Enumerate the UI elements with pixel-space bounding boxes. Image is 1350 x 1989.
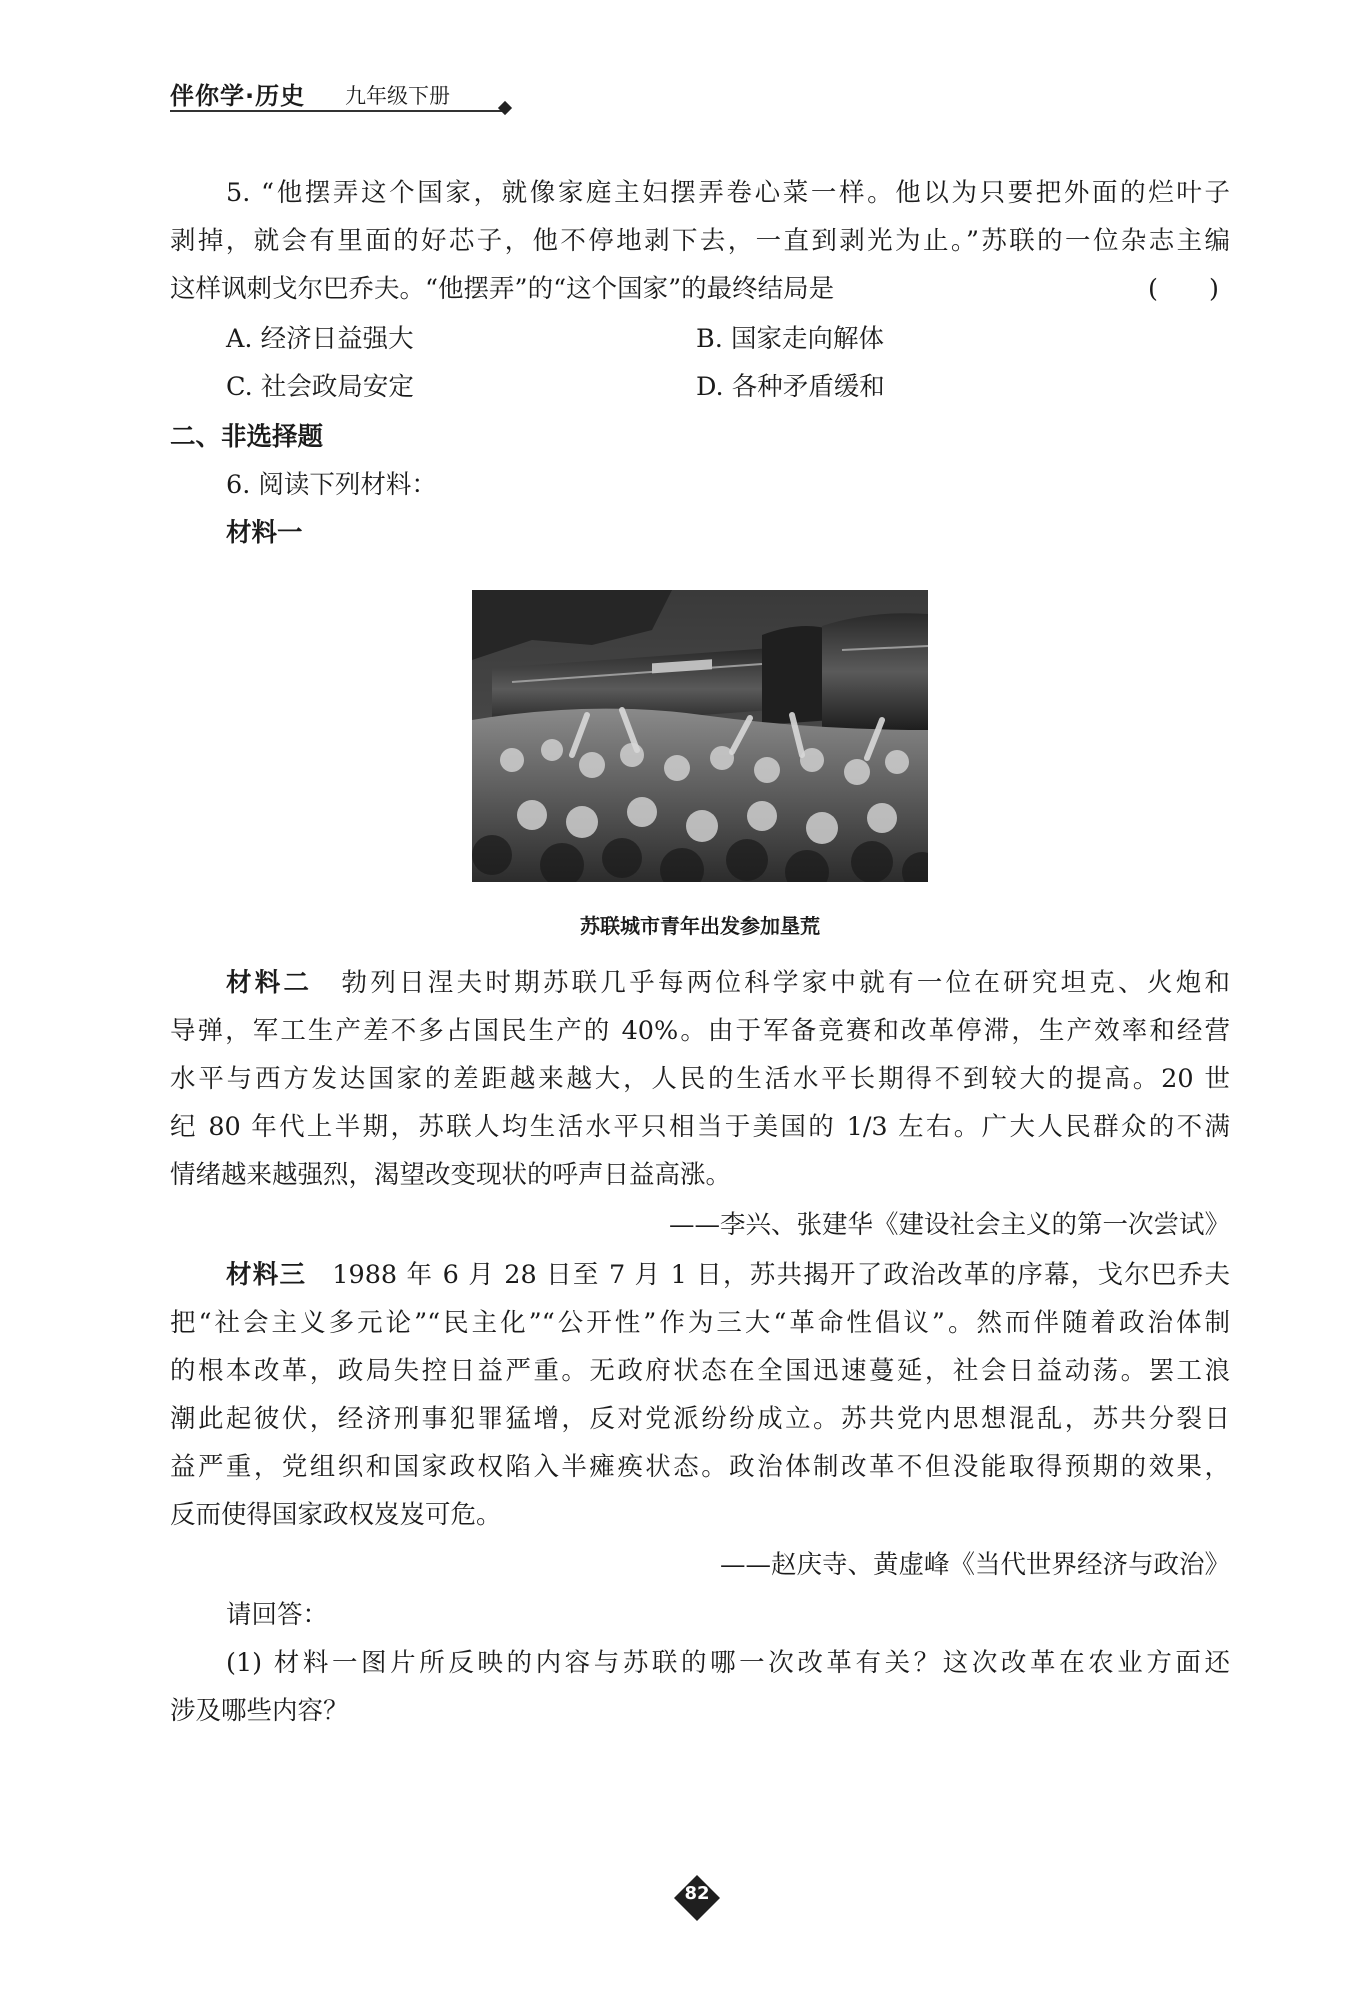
- material-2-line-2: 导弹，军工生产差不多占国民生产的 40%。由于军备竞赛和改革停滞，生产效率和经营: [170, 1016, 1230, 1046]
- material-3-line-1: 材料三 1988 年 6 月 28 日至 7 月 1 日，苏共揭开了政治改革的序幕，戈尔巴乔夫: [226, 1260, 1230, 1290]
- option-c[interactable]: C. 社会政局安定: [226, 372, 414, 402]
- youth-departure-photo: [472, 590, 928, 882]
- sub-question-1-line-2: 涉及哪些内容？: [170, 1696, 349, 1726]
- q5-line-3: 这样讽刺戈尔巴乔夫。“他摆弄”的“这个国家”的最终结局是: [170, 274, 835, 304]
- material-3-label: 材料三: [226, 1260, 307, 1290]
- diamond-icon: [498, 101, 512, 115]
- material-2-line-1: 材料二 勃列日涅夫时期苏联几乎每两位科学家中就有一位在研究坦克、火炮和: [226, 968, 1230, 998]
- material-3-line-3: 的根本改革，政局失控日益严重。无政府状态在全国迅速蔓延，社会日益动荡。罢工浪: [170, 1356, 1230, 1386]
- material-1-label: 材料一: [226, 518, 303, 548]
- material-3-line-2: 把“社会主义多元论”“民主化”“公开性”作为三大“革命性倡议”。然而伴随着政治体制: [170, 1308, 1230, 1338]
- q5-line-1: 5. “他摆弄这个国家，就像家庭主妇摆弄卷心菜一样。他以为只要把外面的烂叶子: [226, 178, 1230, 208]
- photo-caption: 苏联城市青年出发参加垦荒: [580, 914, 820, 938]
- section-heading: 二、非选择题: [170, 422, 324, 452]
- material-2-source: ——李兴、张建华《建设社会主义的第一次尝试》: [668, 1210, 1230, 1240]
- book-grade: 九年级下册: [345, 84, 450, 108]
- material-3-source: ——赵庆寺、黄虚峰《当代世界经济与政治》: [719, 1550, 1230, 1580]
- material-3-line-5: 益严重，党组织和国家政权陷入半瘫痪状态。政治体制改革不但没能取得预期的效果，: [170, 1452, 1230, 1482]
- book-brand: 伴你学·历史: [170, 82, 306, 110]
- answer-parenthesis[interactable]: ( ): [1148, 274, 1219, 304]
- material-2-line-5: 情绪越来越强烈，渴望改变现状的呼声日益高涨。: [170, 1160, 732, 1190]
- material-3-line-6: 反而使得国家政权岌岌可危。: [170, 1500, 502, 1530]
- option-b[interactable]: B. 国家走向解体: [696, 324, 884, 354]
- answer-prompt: 请回答：: [226, 1600, 329, 1630]
- header-rule: [170, 110, 505, 112]
- q6-intro: 6. 阅读下列材料：: [226, 470, 437, 500]
- material-2-label: 材料二: [226, 968, 313, 998]
- sub-question-1-line-1: (1) 材料一图片所反映的内容与苏联的哪一次改革有关？这次改革在农业方面还: [226, 1648, 1230, 1678]
- material-3-line-4: 潮此起彼伏，经济刑事犯罪猛增，反对党派纷纷成立。苏共党内思想混乱，苏共分裂日: [170, 1404, 1230, 1434]
- material-2-line-3: 水平与西方发达国家的差距越来越大，人民的生活水平长期得不到较大的提高。20 世: [170, 1064, 1230, 1094]
- option-a[interactable]: A. 经济日益强大: [226, 324, 414, 354]
- material-2-line-4: 纪 80 年代上半期，苏联人均生活水平只相当于美国的 1/3 左右。广大人民群众的不满: [170, 1112, 1230, 1142]
- option-d[interactable]: D. 各种矛盾缓和: [696, 372, 885, 402]
- page-number: 82: [684, 1883, 710, 1904]
- q5-line-2: 剥掉，就会有里面的好芯子，他不停地剥下去，一直到剥光为止。”苏联的一位杂志主编: [170, 226, 1230, 256]
